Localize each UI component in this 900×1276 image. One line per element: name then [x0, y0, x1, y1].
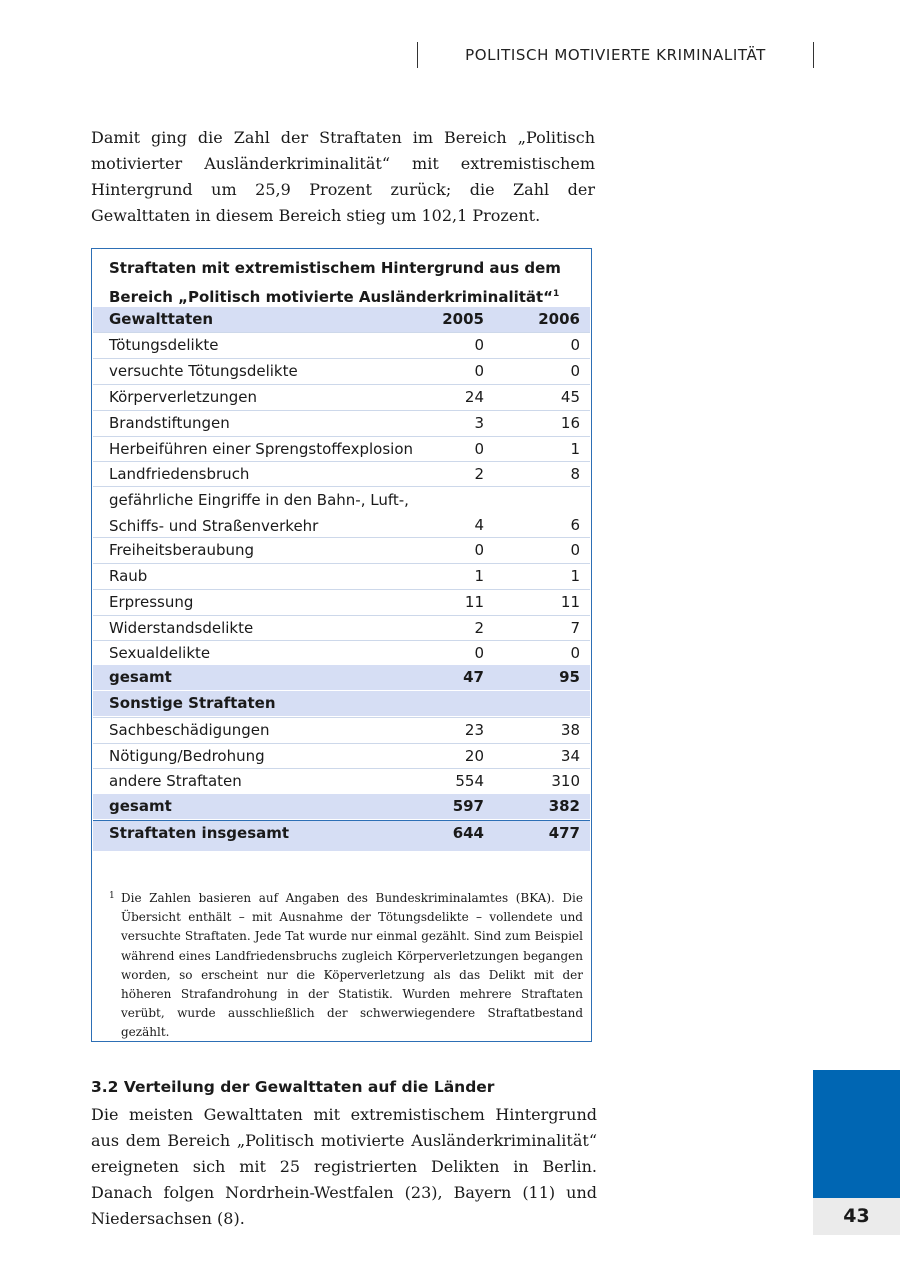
value-2005: 0 — [474, 541, 484, 559]
table-row — [93, 563, 590, 588]
value-2006: 0 — [570, 362, 580, 380]
value-2005: 0 — [474, 644, 484, 662]
table-row — [93, 615, 590, 640]
table-row — [93, 461, 590, 486]
other-total-row — [93, 794, 590, 819]
row-label: Körperverletzungen — [109, 388, 258, 406]
header-2006: 2006 — [538, 310, 580, 328]
total-label: gesamt — [109, 797, 172, 815]
table-row — [93, 768, 590, 793]
row-label: Freiheitsberaubung — [109, 541, 255, 559]
value-2006: 1 — [570, 440, 580, 458]
table-row — [93, 384, 590, 409]
value-2006: 1 — [570, 567, 580, 585]
table-row — [93, 358, 590, 383]
table-title-footnote-mark: 1 — [553, 289, 560, 299]
grand-total-2005: 644 — [452, 824, 484, 842]
header-2005: 2005 — [442, 310, 484, 328]
grand-total-label: Straftaten insgesamt — [109, 824, 290, 842]
grand-total-row — [93, 820, 590, 845]
value-2006: 34 — [560, 747, 580, 765]
page-number: 43 — [813, 1198, 900, 1235]
row-label: Herbeiführen einer Sprengstoffexplosion — [109, 440, 414, 458]
row-label: Landfriedensbruch — [109, 465, 250, 483]
value-2005: 1 — [474, 567, 484, 585]
table-row — [93, 410, 590, 435]
row-label: Sexualdelikte — [109, 644, 211, 662]
total-label: gesamt — [109, 668, 172, 686]
section-heading: 3.2 Verteilung der Gewalttaten auf die Länder — [91, 1078, 495, 1096]
row-label: Tötungsdelikte — [109, 336, 219, 354]
value-2006: 45 — [560, 388, 580, 406]
grand-total-2006: 477 — [548, 824, 580, 842]
row-label: Nötigung/Bedrohung — [109, 747, 265, 765]
value-2006: 310 — [551, 772, 580, 790]
value-2005: 20 — [464, 747, 484, 765]
table-header-row — [93, 307, 590, 332]
value-2006: 7 — [570, 619, 580, 637]
value-2006: 8 — [570, 465, 580, 483]
value-2006: 6 — [570, 516, 580, 534]
intro-paragraph: Damit ging die Zahl der Straftaten im Bereich „Politisch motivierter Ausländerkriminalität“ mit extremistischem Hintergrund um 25,9 Prozent zurück; die Zahl der Gewalttaten in diesem Bereich stieg um 102,1 Prozent. — [91, 128, 595, 225]
value-2005: 24 — [464, 388, 484, 406]
table-row — [93, 717, 590, 742]
value-2005: 0 — [474, 362, 484, 380]
table-bottom-band — [93, 845, 590, 851]
section-paragraph: Die meisten Gewalttaten mit extremistischem Hintergrund aus dem Bereich „Politisch motivierte Ausländerkriminalität“ ereigneten sich mit 25 registrierten Delikten in Berlin. Danach folgen Nordrhein-Westfalen (23), Bayern (11) und Niedersachsen (8). — [91, 1105, 597, 1228]
other-crimes-label: Sonstige Straftaten — [109, 694, 276, 712]
value-2005: 2 — [474, 465, 484, 483]
value-2005: 3 — [474, 414, 484, 432]
row-label-line1: gefährliche Eingriffe in den Bahn-, Luft-, — [109, 491, 409, 509]
total-2005: 47 — [463, 668, 484, 686]
statistics-table — [91, 248, 592, 1042]
violent-total-row — [93, 665, 590, 690]
total-2005: 597 — [452, 797, 484, 815]
chapter-color-tab — [813, 1070, 900, 1198]
value-2005: 11 — [464, 593, 484, 611]
total-2006: 382 — [548, 797, 580, 815]
value-2006: 11 — [560, 593, 580, 611]
value-2006: 0 — [570, 541, 580, 559]
total-2006: 95 — [559, 668, 580, 686]
row-label: Sachbeschädigungen — [109, 721, 270, 739]
table-row — [93, 537, 590, 562]
row-label: Brandstiftungen — [109, 414, 230, 432]
value-2005: 0 — [474, 440, 484, 458]
table-row — [93, 436, 590, 461]
table-row — [93, 332, 590, 357]
value-2005: 0 — [474, 336, 484, 354]
table-footnote — [109, 889, 583, 1043]
row-label: Raub — [109, 567, 148, 585]
value-2006: 16 — [560, 414, 580, 432]
table-row — [93, 486, 590, 537]
table-row — [93, 743, 590, 768]
row-label — [109, 487, 409, 539]
row-label: andere Straftaten — [109, 772, 242, 790]
value-2005: 4 — [474, 516, 484, 534]
other-crimes-header-row — [93, 691, 590, 716]
header-rule-right — [813, 42, 814, 68]
row-label: versuchte Tötungsdelikte — [109, 362, 298, 380]
value-2006: 38 — [560, 721, 580, 739]
table-row — [93, 589, 590, 614]
value-2005: 23 — [464, 721, 484, 739]
footnote-mark: 1 — [109, 891, 115, 901]
value-2006: 0 — [570, 644, 580, 662]
value-2005: 2 — [474, 619, 484, 637]
table-title: Straftaten mit extremistischem Hintergrund aus dem Bereich „Politisch motivierte Ausländerkriminalität“$^1$ — [109, 259, 561, 306]
running-header: POLITISCH MOTIVIERTE KRIMINALITÄT — [465, 46, 766, 64]
value-2006: 0 — [570, 336, 580, 354]
table-row — [93, 640, 590, 665]
footnote-text: Die Zahlen basieren auf Angaben des Bundeskriminalamtes (BKA). Die Übersicht enthält – mit Ausnahme der Tötungsdelikte – vollendete und versuchte Straftaten. Jede Tat wurde nur einmal gezählt. Sind zum Beispiel während eines Landfriedensbruchs zugleich Körperverletzungen begangen worden, so erscheint nur die Köperverletzung als das Delikt mit der höheren Strafandrohung in der Statistik. Wurden mehrere Straftaten verübt, wurde ausschließlich der schwerwiegendere Straftatbestand gezählt. — [121, 891, 583, 1040]
row-label-line2: Schiffs- und Straßenverkehr — [109, 517, 319, 535]
header-label: Gewalttaten — [109, 310, 214, 328]
value-2005: 554 — [455, 772, 484, 790]
row-label: Erpressung — [109, 593, 194, 611]
row-label: Widerstandsdelikte — [109, 619, 254, 637]
